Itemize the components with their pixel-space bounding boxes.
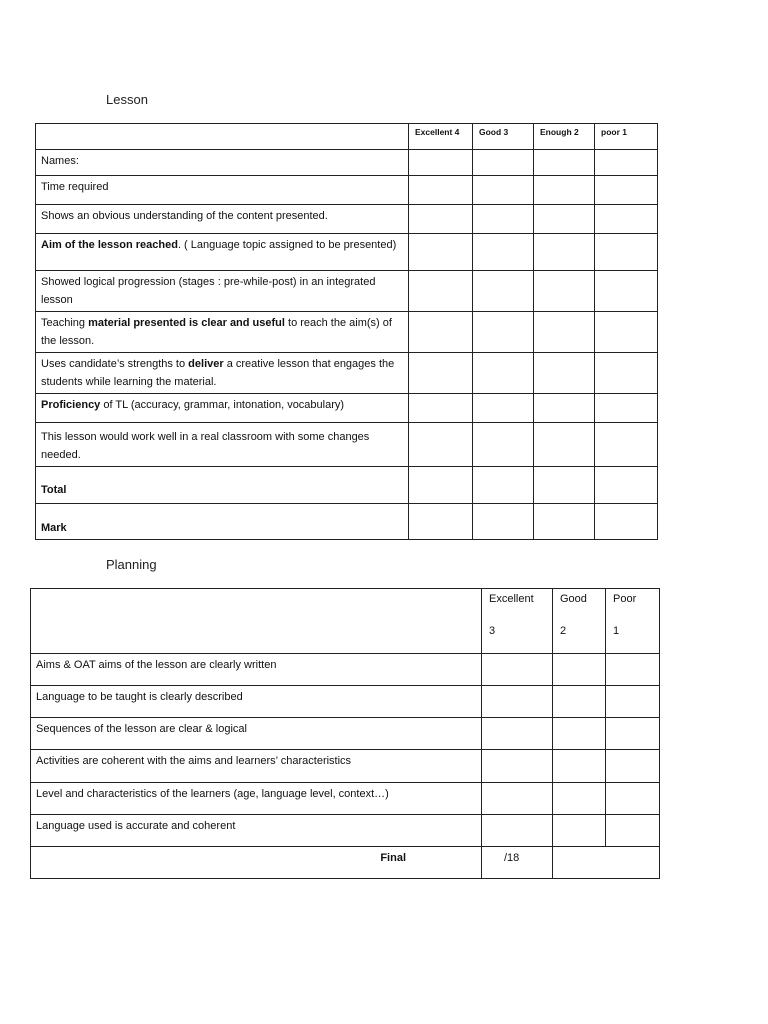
lesson-header-row [36,124,658,150]
criterion-text: . ( Language topic assigned to be presented) [177,239,397,251]
lesson-rubric-table [35,123,658,540]
criterion-activities: Activities are coherent with the aims and learners’ characteristics [31,750,482,783]
criterion-aims: Aims & OAT aims of the lesson are clearly written [31,654,482,686]
criterion-sequences: Sequences of the lesson are clear & logical [31,718,482,750]
total-label: Total [36,467,409,504]
criterion-text: Uses candidate’s strengths to [41,358,189,370]
score-cell[interactable] [473,423,534,467]
score-cell[interactable] [409,150,473,176]
header-label: Poor [613,593,637,605]
final-row [31,847,660,879]
score-cell[interactable] [606,783,660,815]
score-cell[interactable] [595,176,658,205]
score-cell[interactable] [595,423,658,467]
score-cell[interactable] [473,234,534,271]
score-cell[interactable] [473,353,534,394]
table-row [31,718,660,750]
score-cell[interactable] [553,750,606,783]
criterion-aim-reached [36,234,409,271]
score-cell[interactable] [553,783,606,815]
header-blank-cell [36,124,409,150]
mark-row [36,504,658,540]
table-row [31,815,660,847]
score-cell[interactable] [534,150,595,176]
criterion-teaching-material [36,312,409,353]
criterion-names: Names: [36,150,409,176]
score-cell[interactable] [595,504,658,540]
score-cell[interactable] [409,353,473,394]
criterion-proficiency [36,394,409,423]
criterion-language-used: Language used is accurate and coherent [31,815,482,847]
score-cell[interactable] [606,750,660,783]
score-cell[interactable] [473,205,534,234]
score-cell[interactable] [409,271,473,312]
header-value: 1 [613,625,620,637]
criterion-text: a creative lesson that engages the students while learning the material. [41,358,395,388]
score-cell[interactable] [595,271,658,312]
score-cell[interactable] [534,394,595,423]
score-cell[interactable] [553,686,606,718]
planning-rubric-table [30,588,660,879]
score-cell[interactable] [595,467,658,504]
criterion-bold-text: Proficiency [41,399,101,411]
criterion-time-required: Time required [36,176,409,205]
score-cell[interactable] [534,353,595,394]
score-cell[interactable] [473,467,534,504]
score-cell[interactable] [473,312,534,353]
header-poor [606,589,660,654]
score-cell[interactable] [409,467,473,504]
header-excellent [482,589,553,654]
final-value: /18 [482,847,553,879]
score-cell[interactable] [595,150,658,176]
score-cell[interactable] [534,467,595,504]
score-cell[interactable] [482,783,553,815]
score-cell[interactable] [553,718,606,750]
table-row [36,353,658,394]
criterion-learner-level: Level and characteristics of the learners (age, language level, context…) [31,783,482,815]
score-cell[interactable] [409,504,473,540]
criterion-real-classroom: This lesson would work well in a real classroom with some changes needed. [36,423,409,467]
score-cell[interactable] [409,394,473,423]
score-cell[interactable] [482,750,553,783]
score-cell[interactable] [606,718,660,750]
score-cell[interactable] [553,815,606,847]
header-value: 3 [489,625,496,637]
score-cell[interactable] [409,423,473,467]
score-cell[interactable] [534,205,595,234]
score-cell[interactable] [595,234,658,271]
score-cell[interactable] [482,686,553,718]
header-label: Good [560,593,587,605]
header-label: Excellent [489,593,534,605]
table-row [36,150,658,176]
criterion-language-taught: Language to be taught is clearly described [31,686,482,718]
lesson-title: Lesson [106,92,148,107]
score-cell[interactable] [409,234,473,271]
table-row [31,750,660,783]
header-value: 2 [560,625,567,637]
table-row [36,312,658,353]
header-excellent: Excellent 4 [409,124,473,150]
final-label: Final [31,847,482,879]
score-cell[interactable] [553,654,606,686]
table-row [36,176,658,205]
table-row [31,783,660,815]
table-row [36,205,658,234]
criterion-understanding: Shows an obvious understanding of the content presented. [36,205,409,234]
score-cell[interactable] [482,718,553,750]
criterion-bold-text: material presented is clear and useful [88,317,285,329]
score-cell[interactable] [534,504,595,540]
score-cell[interactable] [482,815,553,847]
score-cell[interactable] [606,654,660,686]
score-cell[interactable] [595,312,658,353]
criterion-bold-text: deliver [188,358,224,370]
table-row [36,423,658,467]
planning-title: Planning [106,557,157,572]
score-cell[interactable] [409,205,473,234]
score-cell[interactable] [473,176,534,205]
criterion-text: to reach the aim(s) of the lesson. [41,317,392,347]
header-enough: Enough 2 [534,124,595,150]
score-cell[interactable] [534,423,595,467]
final-score-cell[interactable] [553,847,660,879]
table-row [31,654,660,686]
score-cell[interactable] [473,394,534,423]
header-blank-cell [31,589,482,654]
table-row [31,686,660,718]
planning-header-row [31,589,660,654]
criterion-bold-text: Aim of the lesson reached [41,239,178,251]
score-cell[interactable] [482,654,553,686]
table-row [36,394,658,423]
score-cell[interactable] [534,176,595,205]
header-good: Good 3 [473,124,534,150]
score-cell[interactable] [409,176,473,205]
score-cell[interactable] [534,271,595,312]
score-cell[interactable] [606,686,660,718]
header-poor: poor 1 [595,124,658,150]
criterion-text: of TL (accuracy, grammar, intonation, vocabulary) [100,399,345,411]
total-row [36,467,658,504]
score-cell[interactable] [595,394,658,423]
score-cell[interactable] [595,205,658,234]
criterion-text: Teaching [41,317,89,329]
score-cell[interactable] [534,312,595,353]
score-cell[interactable] [473,150,534,176]
header-good [553,589,606,654]
table-row [36,234,658,271]
score-cell[interactable] [473,504,534,540]
mark-label: Mark [36,504,409,540]
score-cell[interactable] [606,815,660,847]
score-cell[interactable] [534,234,595,271]
score-cell[interactable] [595,353,658,394]
criterion-candidate-strengths [36,353,409,394]
criterion-logical-progression: Showed logical progression (stages : pre-while-post) in an integrated lesson [36,271,409,312]
score-cell[interactable] [409,312,473,353]
table-row [36,271,658,312]
score-cell[interactable] [473,271,534,312]
